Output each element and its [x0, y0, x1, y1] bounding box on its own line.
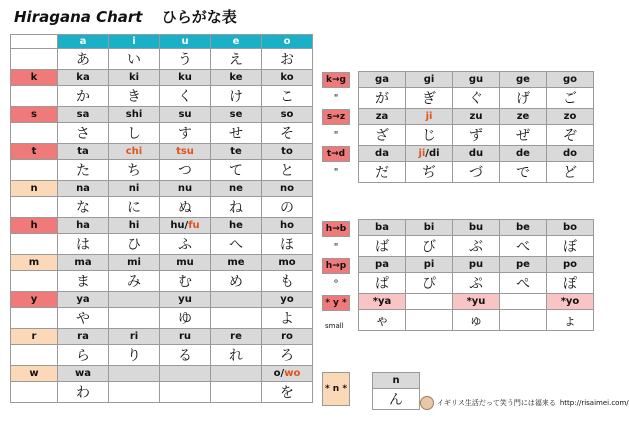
romaji-cell: wa [58, 366, 109, 382]
romaji-cell [109, 292, 160, 308]
vowel-header-row [11, 35, 313, 49]
n-kana: ん [373, 389, 420, 410]
romaji-row [11, 292, 313, 308]
romaji-cell: ka [58, 70, 109, 86]
voiced-kana-cell: び [406, 236, 453, 257]
voiced-kana-cell: ぐ [453, 88, 500, 109]
kana-cell: ち [109, 160, 160, 181]
romaji-cell: ne [211, 181, 262, 197]
voiced-romaji-row [359, 146, 594, 162]
romaji-cell: ro [262, 329, 313, 345]
romaji-cell [211, 292, 262, 308]
marker-t-to-d: t→d [322, 146, 350, 162]
romaji-cell: he [211, 218, 262, 234]
row-blank-cell [11, 197, 58, 218]
voiced-hiragana-table [358, 71, 594, 331]
kana-row [11, 234, 313, 255]
n-table [372, 372, 420, 410]
vowel-header: i [109, 35, 160, 49]
romaji-cell: ta [58, 144, 109, 160]
romaji-cell: nu [160, 181, 211, 197]
voiced-romaji-row [359, 72, 594, 88]
ditto-mark: " [333, 130, 339, 141]
voiced-romaji-cell: pu [453, 257, 500, 273]
vowel-header: e [211, 35, 262, 49]
romaji-cell: chi [109, 144, 160, 160]
voiced-romaji-cell [500, 294, 547, 310]
kana-cell: こ [262, 86, 313, 107]
voiced-romaji-row [359, 257, 594, 273]
kana-cell: え [211, 49, 262, 70]
voiced-kana-row [359, 162, 594, 183]
voiced-romaji-cell: ga [359, 72, 406, 88]
row-blank-cell [11, 382, 58, 403]
romaji-cell: se [211, 107, 262, 123]
voiced-romaji-cell: ge [500, 72, 547, 88]
ditto-mark: " [333, 167, 339, 178]
romaji-cell: ho [262, 218, 313, 234]
voiced-kana-cell: ぺ [500, 273, 547, 294]
kana-cell: い [109, 49, 160, 70]
romaji-cell: yo [262, 292, 313, 308]
voiced-romaji-cell: gi [406, 72, 453, 88]
voiced-kana-cell: ょ [547, 310, 594, 331]
voiced-kana-cell: ぷ [453, 273, 500, 294]
kana-row [11, 123, 313, 144]
row-blank-cell [11, 234, 58, 255]
voiced-kana-cell: ぢ [406, 162, 453, 183]
kana-row [11, 345, 313, 366]
voiced-romaji-cell: ze [500, 109, 547, 125]
kana-cell: わ [58, 382, 109, 403]
kana-cell: せ [211, 123, 262, 144]
romaji-cell: mu [160, 255, 211, 271]
romaji-cell [160, 366, 211, 382]
kana-cell: ほ [262, 234, 313, 255]
voiced-romaji-cell: zu [453, 109, 500, 125]
kana-cell: れ [211, 345, 262, 366]
romaji-cell: ni [109, 181, 160, 197]
kana-cell: み [109, 271, 160, 292]
romaji-cell: na [58, 181, 109, 197]
romaji-cell: su [160, 107, 211, 123]
marker-h-to-p: h→p [322, 258, 350, 274]
kana-cell: ら [58, 345, 109, 366]
romaji-row [11, 329, 313, 345]
kana-cell: お [262, 49, 313, 70]
voiced-romaji-cell: do [547, 146, 594, 162]
romaji-cell: o/wo [262, 366, 313, 382]
handakuten-mark: ° [333, 279, 339, 290]
kana-cell: そ [262, 123, 313, 144]
romaji-cell: re [211, 329, 262, 345]
kana-cell: も [262, 271, 313, 292]
voiced-romaji-cell: be [500, 220, 547, 236]
romaji-cell: hu/fu [160, 218, 211, 234]
voiced-romaji-cell: za [359, 109, 406, 125]
title-japanese: ひらがな表 [161, 8, 237, 26]
footer-text: イギリス生活だって笑う門には福来る [437, 399, 556, 407]
voiced-romaji-cell: ji [406, 109, 453, 125]
voiced-kana-cell: べ [500, 236, 547, 257]
romaji-cell: sa [58, 107, 109, 123]
kana-cell: ぬ [160, 197, 211, 218]
kana-row [11, 308, 313, 329]
footer [420, 396, 629, 410]
voiced-kana-cell [500, 310, 547, 331]
kana-cell: な [58, 197, 109, 218]
kana-cell: や [58, 308, 109, 329]
row-consonant-label: k [11, 70, 58, 86]
voiced-romaji-cell: *yo [547, 294, 594, 310]
voiced-kana-cell: ぴ [406, 273, 453, 294]
voiced-kana-cell: ぜ [500, 125, 547, 146]
page-title [14, 6, 237, 27]
kana-cell: て [211, 160, 262, 181]
row-blank-cell [11, 308, 58, 329]
voiced-romaji-cell: pa [359, 257, 406, 273]
kana-cell: あ [58, 49, 109, 70]
voiced-romaji-cell: pe [500, 257, 547, 273]
voiced-kana-row [359, 236, 594, 257]
kana-row [11, 160, 313, 181]
kana-cell: ゆ [160, 308, 211, 329]
kana-cell: た [58, 160, 109, 181]
romaji-cell [109, 366, 160, 382]
spacer-row [359, 183, 594, 220]
romaji-cell: so [262, 107, 313, 123]
voiced-kana-cell: ぼ [547, 236, 594, 257]
voiced-kana-cell: ば [359, 236, 406, 257]
kana-cell: く [160, 86, 211, 107]
kana-cell: し [109, 123, 160, 144]
romaji-cell: no [262, 181, 313, 197]
row-consonant-label: s [11, 107, 58, 123]
kana-cell: ろ [262, 345, 313, 366]
kana-cell: ひ [109, 234, 160, 255]
voiced-kana-cell: ぽ [547, 273, 594, 294]
romaji-cell: ya [58, 292, 109, 308]
header-corner [11, 35, 58, 49]
voiced-romaji-cell: de [500, 146, 547, 162]
voiced-romaji-cell: gu [453, 72, 500, 88]
romaji-row [11, 107, 313, 123]
voiced-romaji-cell: ji/di [406, 146, 453, 162]
kana-row [11, 271, 313, 292]
kana-cell: ふ [160, 234, 211, 255]
kana-cell [160, 382, 211, 403]
row-blank-cell [11, 345, 58, 366]
kana-cell: か [58, 86, 109, 107]
n-romaji: n [373, 373, 420, 389]
voiced-kana-cell: ぱ [359, 273, 406, 294]
marker-h-to-b: h→b [322, 221, 350, 237]
avatar-icon [420, 396, 434, 410]
romaji-cell: hi [109, 218, 160, 234]
voiced-kana-cell: ぞ [547, 125, 594, 146]
voiced-romaji-cell: da [359, 146, 406, 162]
voiced-kana-cell: じ [406, 125, 453, 146]
voiced-romaji-cell: bi [406, 220, 453, 236]
romaji-row [11, 255, 313, 271]
kana-cell: き [109, 86, 160, 107]
marker-s-to-z: s→z [322, 109, 350, 125]
voiced-kana-cell: ざ [359, 125, 406, 146]
voiced-kana-cell: づ [453, 162, 500, 183]
vowel-header: u [160, 35, 211, 49]
voiced-romaji-cell: po [547, 257, 594, 273]
marker-small-y: * y * [322, 295, 350, 311]
kana-cell: る [160, 345, 211, 366]
romaji-row [11, 366, 313, 382]
spacer-cell [359, 183, 594, 220]
kana-cell: う [160, 49, 211, 70]
voiced-kana-cell: で [500, 162, 547, 183]
romaji-cell: me [211, 255, 262, 271]
romaji-row [11, 144, 313, 160]
voiced-romaji-cell [406, 294, 453, 310]
voiced-romaji-cell: *yu [453, 294, 500, 310]
voiced-kana-cell: ご [547, 88, 594, 109]
voiced-romaji-cell: bu [453, 220, 500, 236]
voiced-kana-cell [406, 310, 453, 331]
voiced-romaji-cell: go [547, 72, 594, 88]
voiced-kana-cell: げ [500, 88, 547, 109]
row-consonant-label: m [11, 255, 58, 271]
kana-cell [211, 382, 262, 403]
romaji-cell: to [262, 144, 313, 160]
romaji-cell: ra [58, 329, 109, 345]
small-label: small [325, 322, 344, 330]
main-hiragana-table [10, 34, 313, 403]
romaji-cell: ri [109, 329, 160, 345]
voiced-romaji-row [359, 109, 594, 125]
romaji-cell: mo [262, 255, 313, 271]
vowel-header: a [58, 35, 109, 49]
kana-cell [109, 382, 160, 403]
voiced-kana-cell: ぎ [406, 88, 453, 109]
voiced-romaji-row [359, 220, 594, 236]
row-consonant-label: n [11, 181, 58, 197]
kana-row [11, 86, 313, 107]
voiced-kana-cell: ゃ [359, 310, 406, 331]
romaji-row [11, 70, 313, 86]
kana-cell: む [160, 271, 211, 292]
row-consonant-label: y [11, 292, 58, 308]
kana-row [11, 49, 313, 70]
kana-cell: け [211, 86, 262, 107]
romaji-cell: shi [109, 107, 160, 123]
marker-small-n: * n * [322, 372, 350, 406]
voiced-kana-cell: ど [547, 162, 594, 183]
romaji-cell: te [211, 144, 262, 160]
footer-url: http://risaimei.com/ [559, 399, 629, 407]
marker-k-to-g: k→g [322, 72, 350, 88]
voiced-romaji-cell: du [453, 146, 500, 162]
row-consonant-label: h [11, 218, 58, 234]
vowel-header: o [262, 35, 313, 49]
voiced-kana-cell: だ [359, 162, 406, 183]
romaji-row [11, 218, 313, 234]
kana-row [11, 382, 313, 403]
voiced-romaji-cell: *ya [359, 294, 406, 310]
romaji-cell: tsu [160, 144, 211, 160]
voiced-kana-row [359, 125, 594, 146]
kana-cell: へ [211, 234, 262, 255]
voiced-romaji-row [359, 294, 594, 310]
ditto-mark: " [333, 93, 339, 104]
row-blank-cell [11, 123, 58, 144]
kana-cell: に [109, 197, 160, 218]
voiced-romaji-cell: zo [547, 109, 594, 125]
row-blank-cell [11, 49, 58, 70]
row-blank-cell [11, 86, 58, 107]
kana-cell: り [109, 345, 160, 366]
kana-cell [109, 308, 160, 329]
romaji-cell: ma [58, 255, 109, 271]
romaji-cell: ha [58, 218, 109, 234]
kana-row [11, 197, 313, 218]
voiced-kana-row [359, 310, 594, 331]
romaji-cell: mi [109, 255, 160, 271]
kana-cell: め [211, 271, 262, 292]
kana-cell: よ [262, 308, 313, 329]
row-consonant-label: t [11, 144, 58, 160]
kana-cell: は [58, 234, 109, 255]
row-consonant-label: r [11, 329, 58, 345]
kana-cell: さ [58, 123, 109, 144]
romaji-cell: ru [160, 329, 211, 345]
kana-cell: の [262, 197, 313, 218]
kana-cell: つ [160, 160, 211, 181]
kana-cell: ま [58, 271, 109, 292]
romaji-cell [211, 366, 262, 382]
voiced-romaji-cell: bo [547, 220, 594, 236]
voiced-kana-cell: ぶ [453, 236, 500, 257]
voiced-kana-cell: ゅ [453, 310, 500, 331]
row-consonant-label: w [11, 366, 58, 382]
kana-cell: ね [211, 197, 262, 218]
romaji-cell: ku [160, 70, 211, 86]
voiced-romaji-cell: ba [359, 220, 406, 236]
title-english: Hiragana Chart [14, 8, 143, 26]
voiced-kana-row [359, 273, 594, 294]
row-blank-cell [11, 160, 58, 181]
voiced-kana-cell: が [359, 88, 406, 109]
ditto-mark: " [333, 242, 339, 253]
voiced-kana-row [359, 88, 594, 109]
kana-cell [211, 308, 262, 329]
romaji-row [11, 181, 313, 197]
romaji-cell: yu [160, 292, 211, 308]
kana-cell: を [262, 382, 313, 403]
kana-cell: と [262, 160, 313, 181]
row-blank-cell [11, 271, 58, 292]
romaji-cell: ko [262, 70, 313, 86]
romaji-cell: ki [109, 70, 160, 86]
romaji-cell: ke [211, 70, 262, 86]
kana-cell: す [160, 123, 211, 144]
voiced-romaji-cell: pi [406, 257, 453, 273]
voiced-kana-cell: ず [453, 125, 500, 146]
